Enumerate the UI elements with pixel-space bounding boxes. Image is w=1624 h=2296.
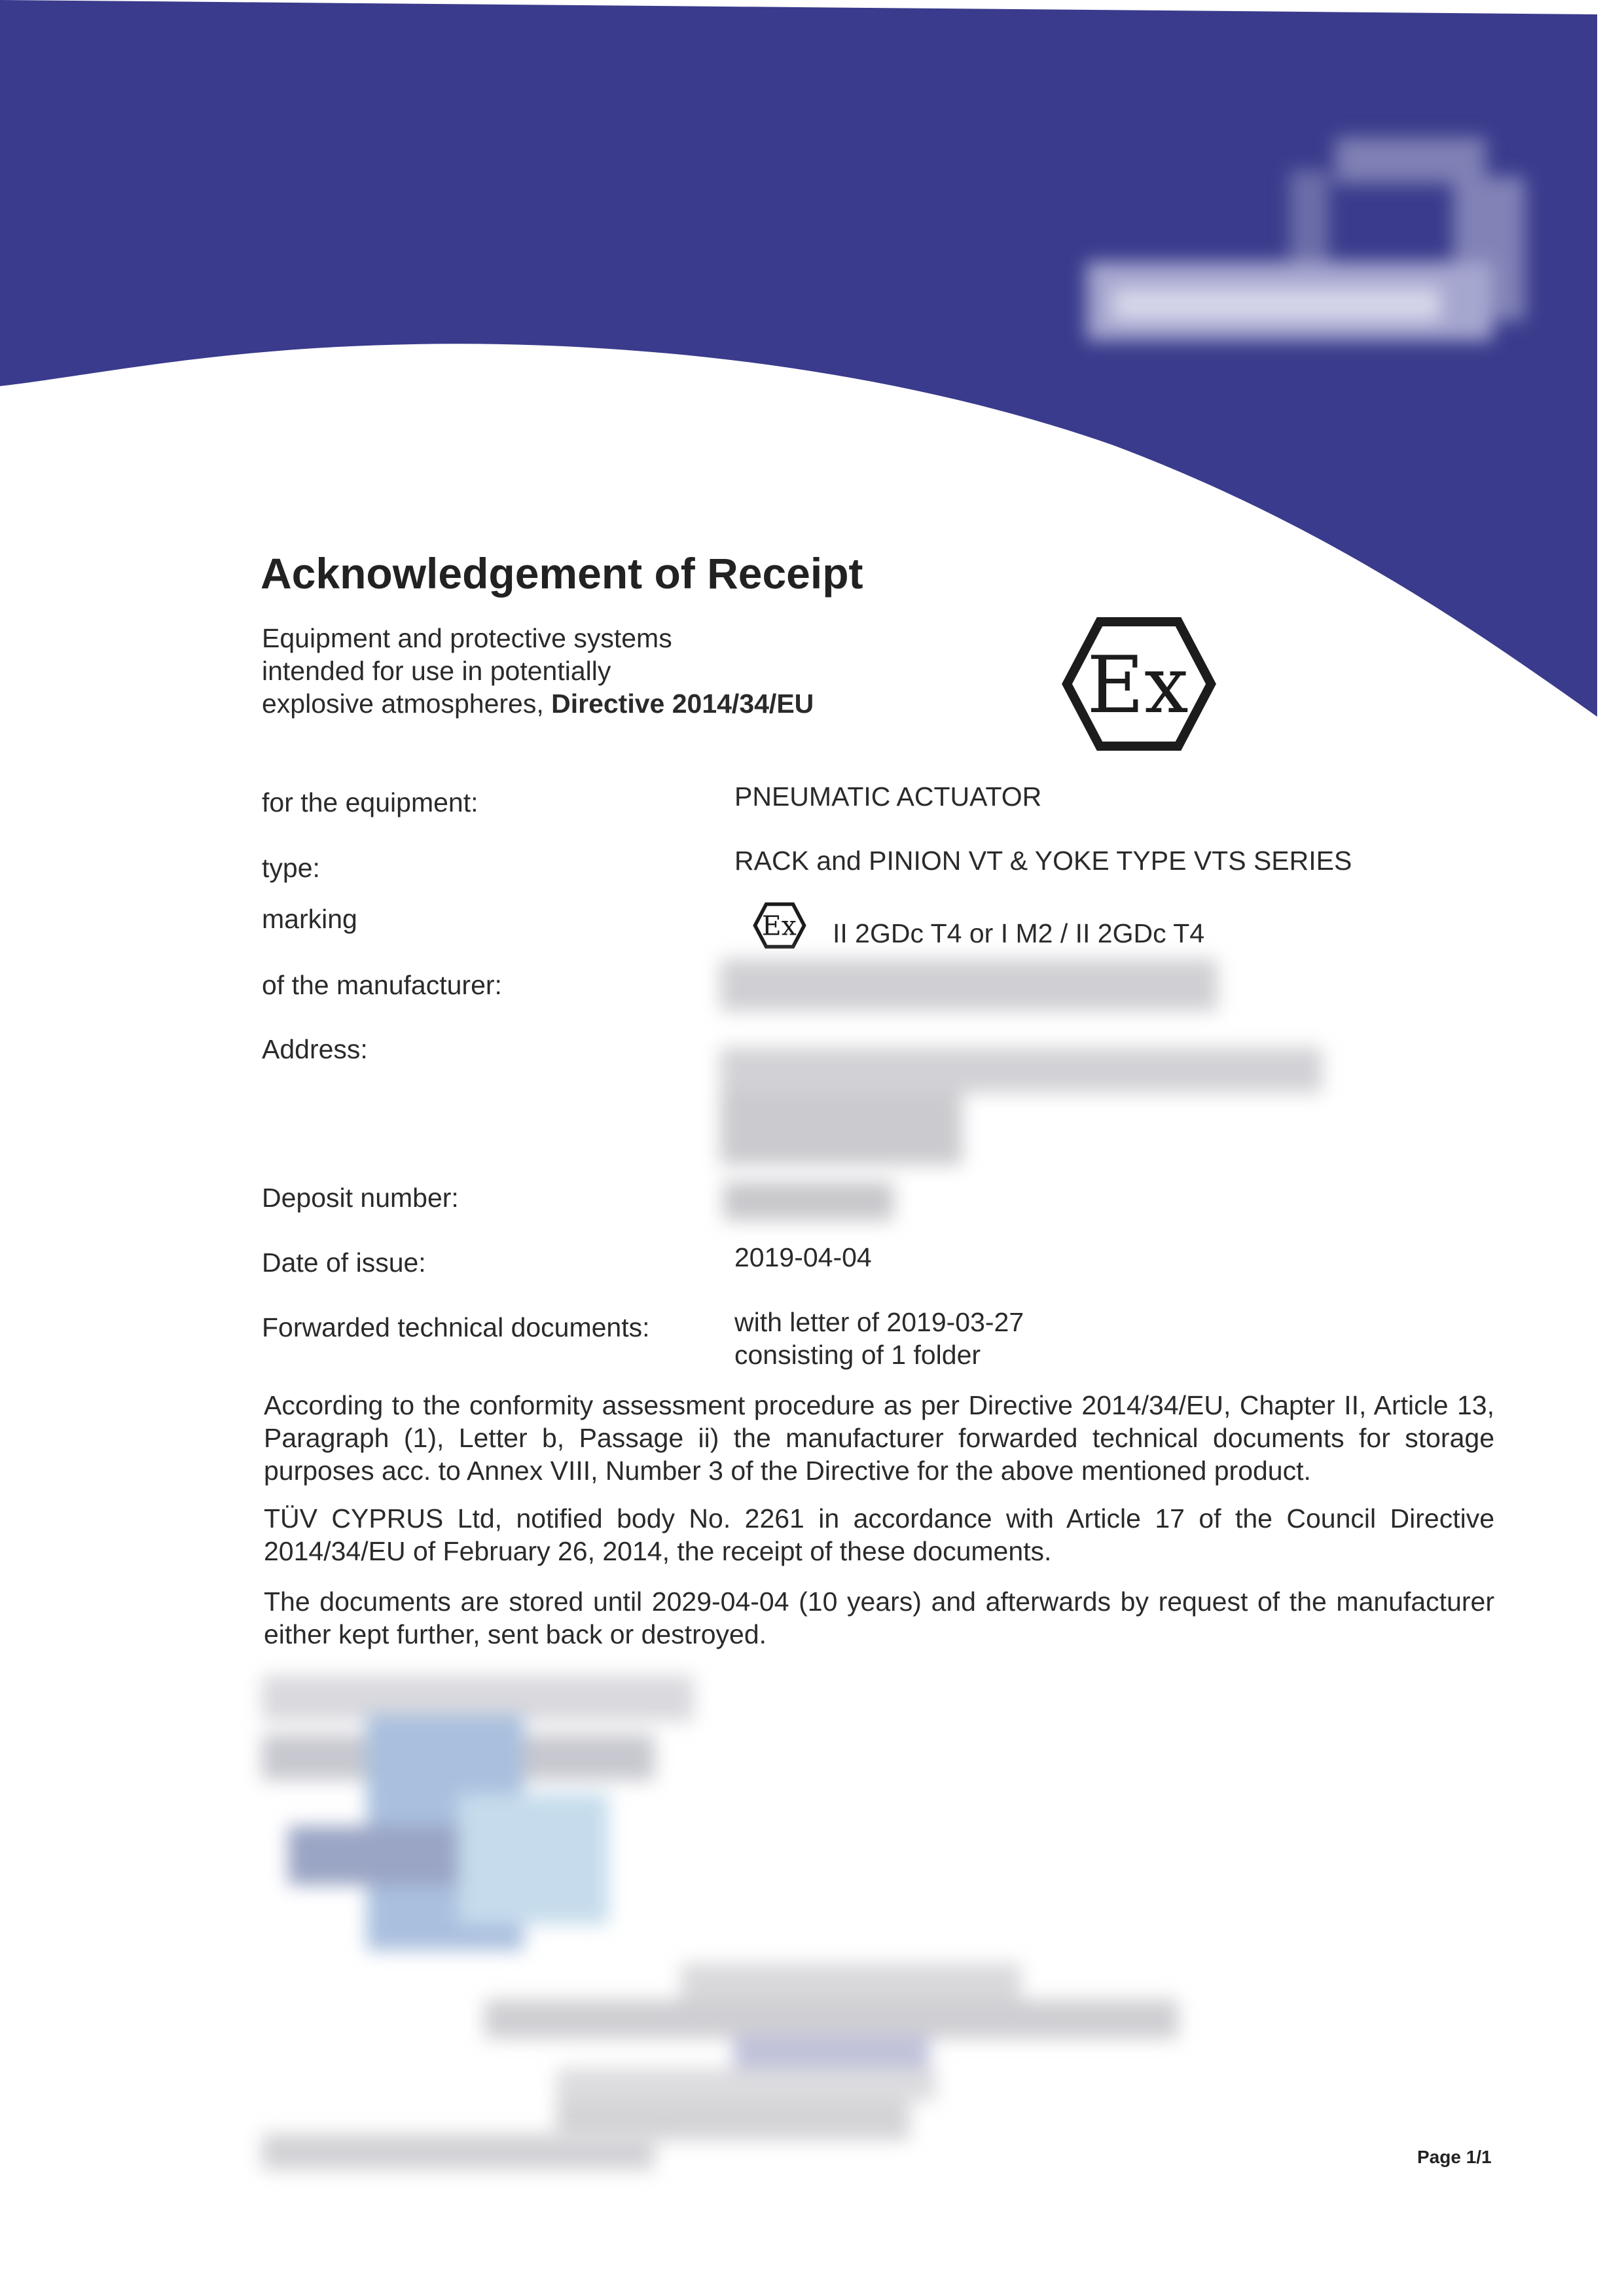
- type-value: RACK and PINION VT & YOKE TYPE VTS SERIES: [734, 846, 1352, 876]
- docs-value-line-2: consisting of 1 folder: [734, 1340, 981, 1370]
- ex-marking-icon: [753, 902, 806, 949]
- redacted-stamp: [262, 1676, 694, 1983]
- equipment-label: for the equipment:: [262, 787, 478, 817]
- deposit-label: Deposit number:: [262, 1183, 459, 1213]
- docs-value-line-1: with letter of 2019-03-27: [734, 1307, 1024, 1337]
- type-label: type:: [262, 853, 320, 883]
- subtitle-line-2: intended for use in potentially: [262, 656, 611, 686]
- redacted-manufacturer: [720, 952, 1218, 1018]
- redacted-signatory: [484, 1964, 1191, 2147]
- ex-hexagon-icon: [1060, 615, 1218, 753]
- page-number: Page 1/1: [1417, 2147, 1492, 2167]
- subtitle-line-3: [262, 687, 814, 720]
- ex-logo-text: Ex: [1087, 640, 1189, 731]
- redacted-address: [720, 1047, 1322, 1178]
- paragraph-storage: The documents are stored until 2029-04-04 (10 years) and afterwards by request of the manufacturer either kept further, sent back or destroyed.: [264, 1587, 1494, 1649]
- docs-value: [734, 1306, 1024, 1371]
- subtitle-line-3-text: explosive atmospheres,: [262, 689, 552, 719]
- subtitle: [262, 622, 814, 720]
- paragraph-conformity: According to the conformity assessment procedure as per Directive 2014/34/EU, Chapter II, Article 13, Paragraph (1), Letter b, Passage ii) the manufacturer forwarded technical documents for storage purposes acc. to Annex VIII, Number 3 of the Directive for the above mentioned product.: [264, 1390, 1494, 1486]
- docs-label: Forwarded technical documents:: [262, 1312, 650, 1342]
- marking-icon-text: Ex: [761, 910, 797, 942]
- marking-label: marking: [262, 904, 357, 934]
- manufacturer-label: of the manufacturer:: [262, 970, 502, 1000]
- paragraph-notified-body: TÜV CYPRUS Ltd, notified body No. 2261 in accordance with Article 17 of the Council Directive 2014/34/EU of February 26, 2014, the receipt of these documents.: [264, 1503, 1494, 1566]
- date-value: 2019-04-04: [734, 1242, 872, 1272]
- redacted-footer-text: [262, 2134, 655, 2173]
- redacted-logo: [1074, 124, 1597, 373]
- date-label: Date of issue:: [262, 1247, 426, 1278]
- page-title: Acknowledgement of Receipt: [261, 549, 863, 598]
- equipment-value: PNEUMATIC ACTUATOR: [734, 781, 1042, 812]
- redacted-deposit-number: [723, 1181, 893, 1221]
- directive-reference: Directive 2014/34/EU: [551, 689, 814, 719]
- address-label: Address:: [262, 1034, 368, 1064]
- subtitle-line-1: Equipment and protective systems: [262, 623, 672, 653]
- marking-value: II 2GDc T4 or I M2 / II 2GDc T4: [833, 918, 1205, 948]
